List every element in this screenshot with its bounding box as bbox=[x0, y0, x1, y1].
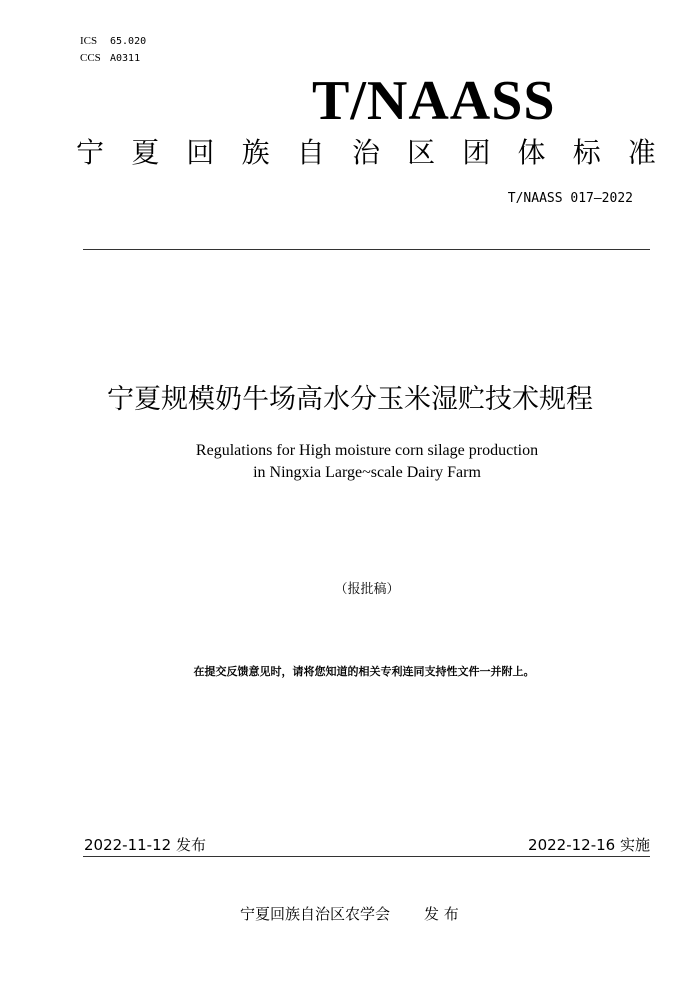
ccs-code bbox=[80, 50, 146, 67]
standard-number: T/NAASS 017—2022 bbox=[507, 191, 633, 206]
draft-status: （报批稿） bbox=[334, 582, 400, 597]
title-en-line-2: in Ningxia Large~scale Dairy Farm bbox=[253, 464, 481, 481]
patent-notice: 在提交反馈意见时，请将您知道的相关专利连同支持性文件一并附上。 bbox=[193, 665, 535, 678]
ccs-label: CCS bbox=[80, 52, 101, 64]
ics-value: 65.020 bbox=[110, 36, 147, 47]
publish-word: 发 布 bbox=[424, 905, 459, 923]
org-title-char: 回 bbox=[186, 136, 215, 169]
org-title-char: 区 bbox=[407, 136, 436, 169]
document-title-en bbox=[0, 440, 700, 484]
org-title-char: 自 bbox=[296, 136, 325, 169]
publisher-line bbox=[240, 903, 459, 924]
ccs-value: A0311 bbox=[110, 53, 141, 64]
ics-code bbox=[80, 33, 146, 50]
org-title-char: 宁 bbox=[76, 136, 105, 169]
title-en-line-1: Regulations for High moisture corn silage production bbox=[195, 442, 539, 459]
classification-codes bbox=[80, 33, 146, 67]
org-title-char: 体 bbox=[517, 136, 546, 169]
org-title-char: 准 bbox=[627, 136, 656, 169]
bottom-divider bbox=[83, 856, 650, 857]
org-title-char: 团 bbox=[462, 136, 491, 169]
org-title-char: 治 bbox=[351, 136, 380, 169]
implement-date: 2022-12-16 实施 bbox=[528, 836, 650, 854]
publisher-name: 宁夏回族自治区农学会 bbox=[240, 905, 391, 923]
standard-logo: T/NAASS bbox=[312, 70, 556, 132]
org-title-char: 夏 bbox=[131, 136, 160, 169]
document-title-cn: 宁夏规模奶牛场高水分玉米湿贮技术规程 bbox=[107, 384, 593, 415]
org-title-char: 标 bbox=[572, 136, 601, 169]
org-title-char: 族 bbox=[241, 136, 270, 169]
publish-date: 2022-11-12 发布 bbox=[84, 836, 206, 854]
ics-label: ICS bbox=[80, 35, 98, 47]
org-standard-title bbox=[76, 134, 656, 172]
top-divider bbox=[83, 249, 650, 250]
